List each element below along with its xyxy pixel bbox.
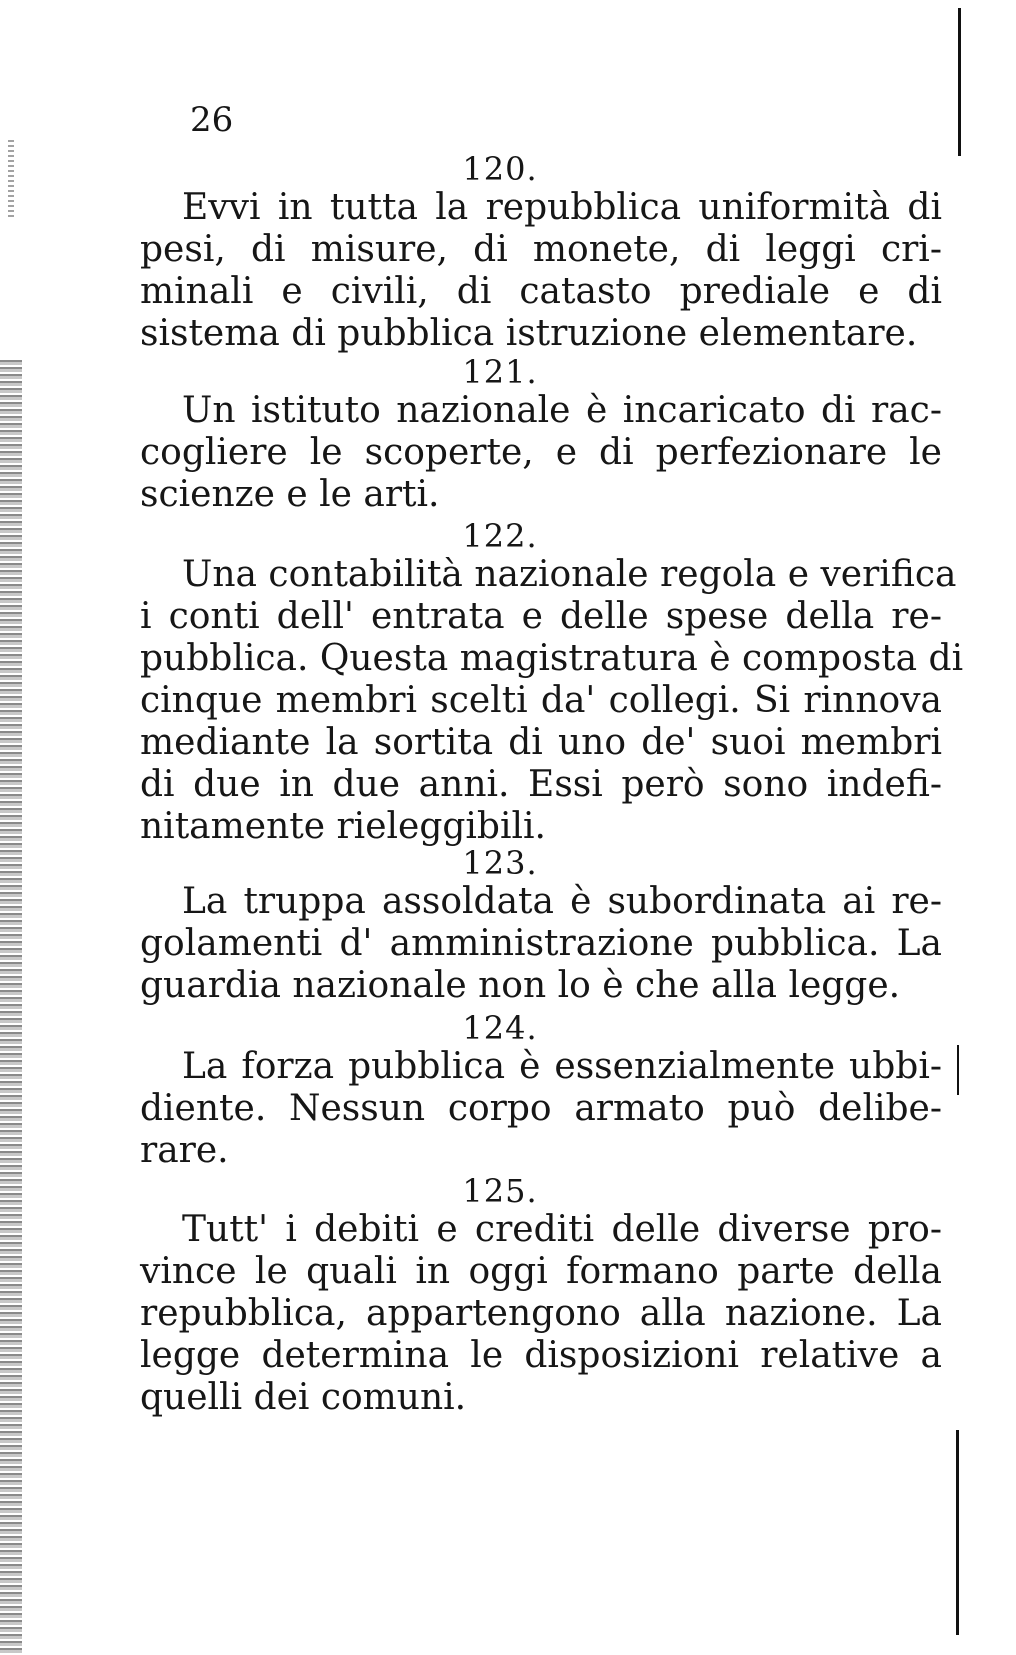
- text-line: pesi, di misure, di monete, di leggi cri-: [140, 229, 942, 270]
- text-line: Evvi in tutta la repubblica uniformità di: [182, 187, 942, 228]
- right-edge-line-middle: [957, 1045, 959, 1095]
- page-number: 26: [190, 100, 234, 140]
- text-line: cogliere le scoperte, e di perfezionare le: [140, 432, 942, 473]
- text-line: mediante la sortita di uno de' suoi membri: [140, 722, 942, 763]
- binding-edge: [0, 360, 22, 1655]
- text-line: guardia nazionale non lo è che alla legge.: [140, 965, 901, 1006]
- right-edge-line-bottom: [956, 1430, 959, 1635]
- text-line: nitamente rieleggibili.: [140, 806, 546, 847]
- text-line: di due in due anni. Essi però sono indefi-: [140, 764, 942, 805]
- text-line: repubblica, appartengono alla nazione. La: [140, 1293, 942, 1334]
- text-line: Una contabilità nazionale regola e verifica: [182, 554, 957, 595]
- text-line: rare.: [140, 1130, 229, 1171]
- text-line: cinque membri scelti da' collegi. Si rinnova: [140, 680, 942, 721]
- text-line: quelli dei comuni.: [140, 1377, 467, 1418]
- article-number-124: 124.: [462, 1009, 538, 1047]
- right-edge-line-top: [958, 8, 961, 156]
- article-number-123: 123.: [462, 844, 538, 882]
- article-number-120: 120.: [462, 150, 538, 188]
- text-line: scienze e le arti.: [140, 474, 440, 515]
- text-line: Un istituto nazionale è incaricato di rac-: [182, 390, 942, 431]
- text-line: minali e civili, di catasto prediale e di: [140, 271, 942, 312]
- text-line: La truppa assoldata è subordinata ai re-: [182, 881, 942, 922]
- text-line: vince le quali in oggi formano parte della: [140, 1251, 942, 1292]
- text-line: i conti dell' entrata e delle spese della re-: [140, 596, 942, 637]
- text-line: golamenti d' amministrazione pubblica. La: [140, 923, 942, 964]
- text-line: Tutt' i debiti e crediti delle diverse pro-: [182, 1209, 942, 1250]
- text-line: legge determina le disposizioni relative a: [140, 1335, 942, 1376]
- article-number-125: 125.: [462, 1172, 538, 1210]
- text-line: pubblica. Questa magistratura è composta di: [140, 638, 964, 679]
- article-number-122: 122.: [462, 517, 538, 555]
- text-line: La forza pubblica è essenzialmente ubbi-: [182, 1046, 942, 1087]
- text-line: sistema di pubblica istruzione elementare.: [140, 313, 918, 354]
- text-line: diente. Nessun corpo armato può delibe-: [140, 1088, 942, 1129]
- article-number-121: 121.: [462, 353, 538, 391]
